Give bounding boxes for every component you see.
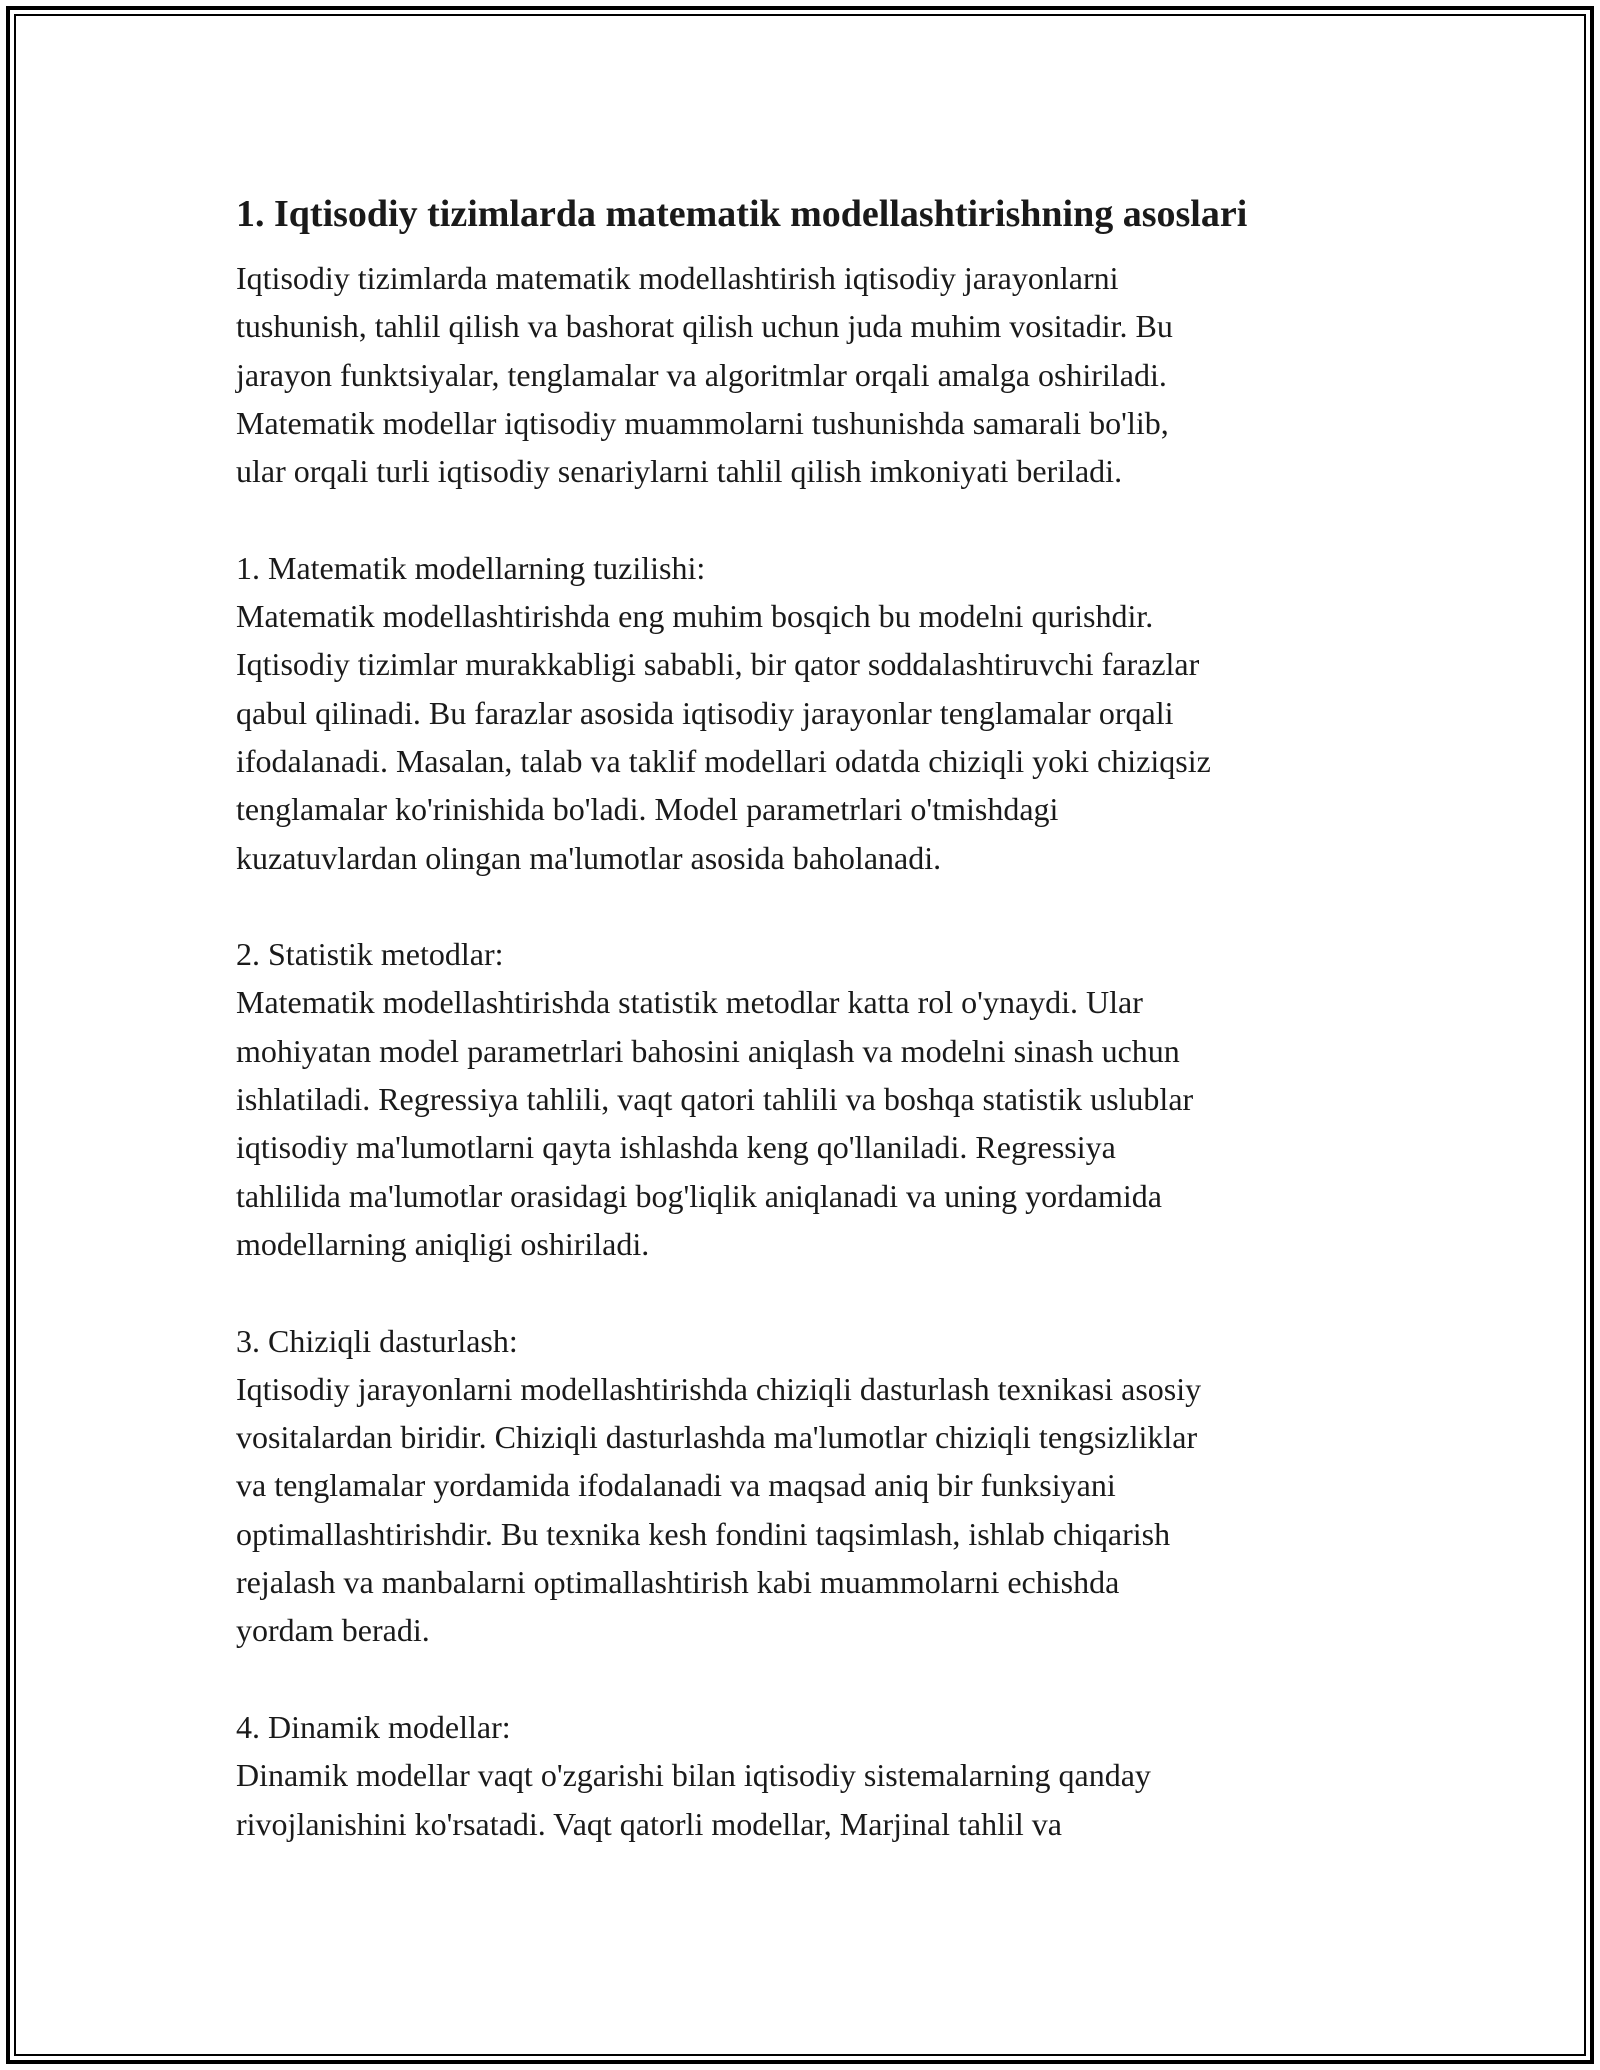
text-line: tushunish, tahlil qilish va bashorat qilish uchun juda muhim vositadir. Bu [236, 308, 1173, 345]
text-line: Iqtisodiy jarayonlarni modellashtirishda chiziqli dasturlash texnikasi asosiy [236, 1370, 1202, 1407]
text-line: Dinamik modellar vaqt o'zgarishi bilan iqtisodiy sistemalarning qanday [236, 1757, 1151, 1794]
text-line: ular orqali turli iqtisodiy senariylarni tahlil qilish imkoniyati beriladi. [236, 453, 1123, 490]
text-line: jarayon funktsiyalar, tenglamalar va algoritmlar orqali amalga oshiriladi. [236, 356, 1167, 393]
text-line: Matematik modellar iqtisodiy muammolarni tushunishda samarali bo'lib, [236, 404, 1169, 441]
text-line: iqtisodiy ma'lumotlarni qayta ishlashda keng qo'llaniladi. Regressiya [236, 1129, 1116, 1166]
text-line: ifodalanadi. Masalan, talab va taklif modellari odatda chiziqli yoki chiziqsiz [236, 742, 1211, 779]
text-line: tahlilida ma'lumotlar orasidagi bog'liqlik aniqlanadi va uning yordamida [236, 1177, 1162, 1214]
section-dynamic-models [236, 1703, 1366, 1848]
text-line: va tenglamalar yordamida ifodalanadi va maqsad aniq bir funksiyani [236, 1467, 1116, 1504]
text-line: ishlatiladi. Regressiya tahlili, vaqt qatori tahlili va boshqa statistik uslublar [236, 1081, 1194, 1118]
section-statistical-methods [236, 930, 1366, 1268]
section-heading: 3. Chiziqli dasturlash: [236, 1322, 518, 1359]
section-model-structure [236, 544, 1366, 882]
text-line: Matematik modellashtirishda statistik metodlar katta rol o'ynaydi. Ular [236, 984, 1143, 1021]
section-heading: 4. Dinamik modellar: [236, 1708, 511, 1745]
section-paragraph [236, 1365, 1366, 1655]
text-line: Matematik modellashtirishda eng muhim bosqich bu modelni qurishdir. [236, 598, 1154, 635]
text-line: mohiyatan model parametrlari bahosini aniqlash va modelni sinash uchun [236, 1032, 1180, 1069]
text-line: rejalash va manbalarni optimallashtirish kabi muammolarni echishda [236, 1564, 1120, 1601]
section-paragraph [236, 978, 1366, 1268]
text-line: yordam beradi. [236, 1612, 430, 1649]
text-line: tenglamalar ko'rinishida bo'ladi. Model parametrlari o'tmishdagi [236, 791, 1059, 828]
text-line: Iqtisodiy tizimlarda matematik modellashtirish iqtisodiy jarayonlarni [236, 260, 1119, 296]
section-heading: 1. Matematik modellarning tuzilishi: [236, 549, 706, 586]
text-line: rivojlanishini ko'rsatadi. Vaqt qatorli modellar, Marjinal tahlil va [236, 1805, 1062, 1842]
document-body [236, 184, 1366, 1848]
text-line: vositalardan biridir. Chiziqli dasturlashda ma'lumotlar chiziqli tengsizliklar [236, 1419, 1198, 1456]
text-line: optimallashtirishdir. Bu texnika kesh fondini taqsimlash, ishlab chiqarish [236, 1515, 1171, 1552]
document-title: 1. Iqtisodiy tizimlarda matematik modellashtirishning asoslari [236, 193, 1248, 235]
text-line: Iqtisodiy tizimlar murakkabligi sababli, bir qator soddalashtiruvchi farazlar [236, 646, 1200, 683]
text-line: kuzatuvlardan olingan ma'lumotlar asosida baholanadi. [236, 839, 942, 876]
text-line: modellarning aniqligi oshiriladi. [236, 1225, 650, 1262]
intro-paragraph [236, 254, 1366, 495]
section-heading: 2. Statistik metodlar: [236, 936, 504, 973]
section-paragraph [236, 592, 1366, 882]
text-line: qabul qilinadi. Bu farazlar asosida iqtisodiy jarayonlar tenglamalar orqali [236, 694, 1174, 731]
section-paragraph [236, 1751, 1366, 1848]
section-linear-programming [236, 1317, 1366, 1655]
